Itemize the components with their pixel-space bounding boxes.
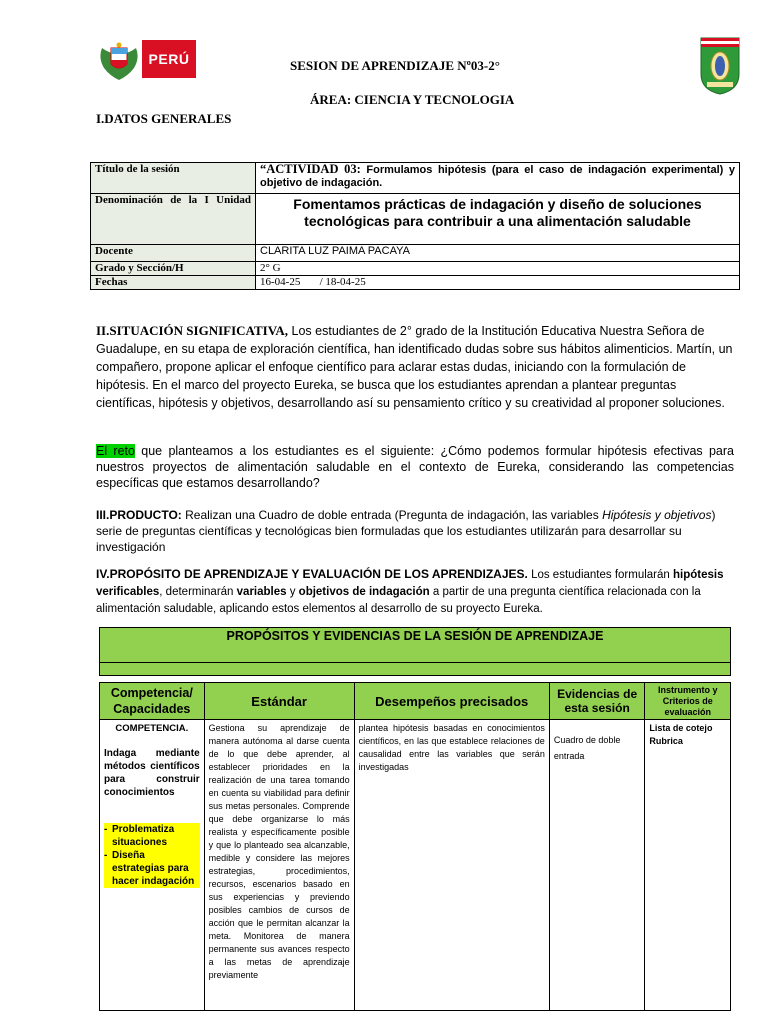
proposito-t2: , determinarán	[159, 586, 237, 598]
area-title: ÁREA: CIENCIA Y TECNOLOGIA	[310, 92, 515, 107]
datos-generales-table	[90, 162, 740, 290]
propositos-table-band	[100, 663, 731, 676]
producto-heading: III.PRODUCTO:	[96, 508, 182, 522]
grado-value: 2° G	[256, 262, 740, 276]
competencia-cell	[100, 720, 205, 1011]
competencia-text: Indaga mediante métodos científicos para construir conocimientos	[104, 748, 200, 798]
producto-italic: Hipótesis y objetivos	[602, 508, 712, 522]
propositos-table	[99, 627, 731, 1011]
desempeno-cell: plantea hipótesis basadas en conocimientos científicos, en las que establece relaciones de causalidad entre las variables que serán investigadas	[354, 720, 549, 1011]
school-crest-icon	[699, 36, 741, 96]
capacidad-item: - Diseña estrategias para hacer indagación	[104, 849, 200, 888]
reto-label: El reto	[96, 444, 135, 458]
titulo-value: “ACTIVIDAD 03: Formulamos hipótesis (para el caso de indagación experimental) y objetivo de indagación.	[256, 163, 740, 194]
evidencia-cell: Cuadro de doble entrada	[549, 720, 645, 1011]
docente-value: CLARITA LUZ PAIMA PACAYA	[256, 245, 740, 262]
header-evidencias: Evidencias de esta sesión	[549, 683, 645, 720]
instrumento-cell: Lista de cotejo Rubrica	[645, 720, 731, 1011]
capacidad-item: - Problematiza situaciones	[104, 823, 200, 849]
docente-label: Docente	[91, 245, 256, 262]
proposito-paragraph	[96, 566, 734, 618]
section-datos-generales: I.DATOS GENERALES	[96, 111, 232, 126]
reto-paragraph	[96, 443, 734, 491]
header-competencia: Competencia/ Capacidades	[100, 683, 205, 720]
proposito-b3: objetivos de indagación	[298, 586, 430, 598]
header-instrumento: Instrumento y Criterios de evaluación	[645, 683, 731, 720]
reto-text: que planteamos a los estudiantes es el siguiente: ¿Cómo podemos formular hipótesis efectivas para nuestros proyectos de alimentación saludable en el contexto de Eureka, considerando las competencias específicas que estamos desarrollando?	[96, 444, 734, 490]
document-title: SESION DE APRENDIZAJE Nº03-2°	[290, 58, 500, 73]
proposito-heading: IV.PROPÓSITO DE APRENDIZAJE Y EVALUACIÓN DE LOS APRENDIZAJES.	[96, 567, 528, 581]
situacion-heading: II.SITUACIÓN SIGNIFICATIVA,	[96, 323, 289, 338]
fechas-label: Fechas	[91, 276, 256, 290]
propositos-table-spacer	[100, 676, 731, 683]
peru-coat-of-arms-icon	[98, 42, 140, 82]
proposito-b2: variables	[236, 586, 287, 598]
peru-brand-box: PERÚ	[142, 40, 196, 78]
producto-text-2: ) serie de preguntas científicas y tecnológicas bien formuladas que los estudiantes utilizarán para desarrollar su investigación	[96, 508, 716, 554]
grado-label: Grado y Sección/H	[91, 262, 256, 276]
situacion-text: Los estudiantes de 2° grado de la Institución Educativa Nuestra Señora de Guadalupe, en su etapa de exploración científica, han identificado dudas sobre sus hábitos alimenticios. Martín, un compañero, propone aplicar el enfoque científico para aclarar estas dudas, iniciando con la formulación de hipótesis. En el marco del proyecto Eureka, se busca que los estudiantes aprendan a plantear preguntas científicas, hipótesis y objetivos, desarrollando así su pensamiento crítico y su creatividad al proponer soluciones.	[96, 324, 733, 410]
header-estandar: Estándar	[204, 683, 354, 720]
competencia-title: COMPETENCIA.	[115, 723, 189, 734]
proposito-t4: a partir de una pregunta científica relacionada con la alimentación saludable, aplicando estos elementos al desarrollo de su proyecto Eureka.	[96, 586, 701, 615]
propositos-table-title: PROPÓSITOS Y EVIDENCIAS DE LA SESIÓN DE APRENDIZAJE	[100, 628, 731, 663]
proposito-t1: Los estudiantes formularán	[527, 569, 673, 581]
proposito-t3: y	[286, 586, 299, 598]
producto-text-1: Realizan una Cuadro de doble entrada (Pregunta de indagación, las variables	[181, 508, 603, 522]
header-desempenos: Desempeños precisados	[354, 683, 549, 720]
fechas-value: 16-04-25 / 18-04-25	[256, 276, 740, 290]
capacidades-list	[104, 823, 200, 888]
situacion-significativa	[96, 322, 734, 412]
estandar-cell: Gestiona su aprendizaje de manera autónoma al darse cuenta de lo que debe aprender, al establecer prioridades en la realización de una tarea tomando en cuenta su viabilidad para definir sus metas personales. Comprende que debe organizarse lo más realista y específicamente posible y que lo planteado sea alcanzable, medible y considere las mejores estrategias, procedimientos, recursos, escenarios basado en sus experiencias y previendo posibles cambios de cursos de acción que le permitan alcanzar la meta. Monitorea de manera permanente sus avances respecto a las metas de aprendizaje previamente	[204, 720, 354, 1011]
titulo-label: Título de la sesión	[91, 163, 256, 194]
denominacion-label: Denominación de la I Unidad	[91, 194, 256, 245]
denominacion-value: Fomentamos prácticas de indagación y diseño de soluciones tecnológicas para contribuir a una alimentación saludable	[256, 194, 740, 245]
proposito-b1: hipótesis verificables	[96, 569, 724, 598]
producto-paragraph	[96, 507, 734, 555]
